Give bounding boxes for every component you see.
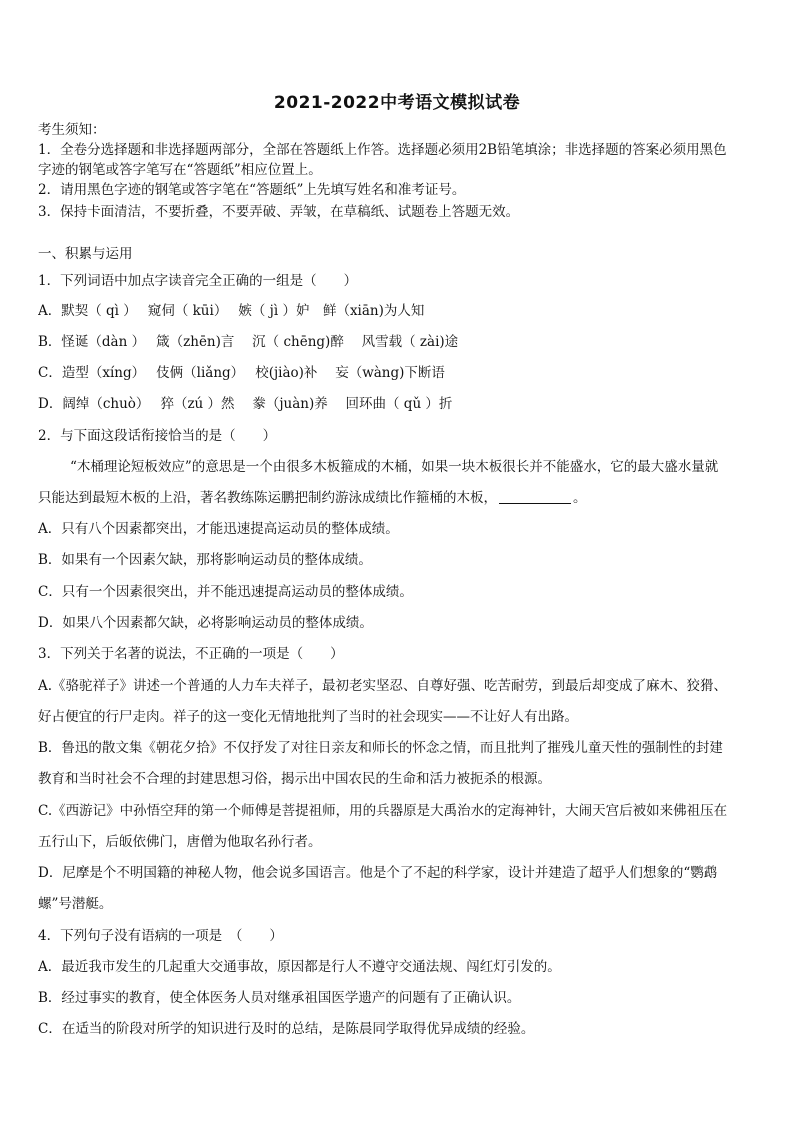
- question-stem: 1．下列词语中加点字读音完全正确的一组是（ ）: [38, 273, 358, 289]
- notice-line: 字迹的钢笔或答字笔写在“答题纸”相应位置上。: [38, 162, 322, 178]
- option-line: A．最近我市发生的几起重大交通事故，原因都是行人不遵守交通法规、闯红灯引发的。: [38, 959, 561, 975]
- option-line: D．尼摩是个不明国籍的神秘人物，他会说多国语言。他是个了不起的科学家，设计并建造了超乎人们想象的“鹦鹉: [38, 865, 718, 881]
- option-line: 教育和当时社会不合理的封建思想习俗，揭示出中国农民的生命和活力被扼杀的根源。: [38, 771, 551, 787]
- passage-line: “木桶理论短板效应”的意思是一个由很多木板箍成的木桶，如果一块木板很长并不能盛水，它的最大盛水量就: [70, 459, 719, 475]
- passage-line: [38, 489, 760, 507]
- option-line: C．在适当的阶段对所学的知识进行及时的总结，是陈晨同学取得优异成绩的经验。: [38, 1021, 535, 1037]
- passage-text: 只能达到最短木板的上沿，著名教练陈运鹏把制约游泳成绩比作箍桶的木板，: [38, 490, 497, 506]
- section-heading: 一、积累与运用: [38, 246, 133, 262]
- option-line: 五行山下，后皈依佛门，唐僧为他取名孙行者。: [38, 834, 322, 850]
- answer-blank: [499, 489, 571, 504]
- option-line: D．如果八个因素都欠缺，必将影响运动员的整体成绩。: [38, 615, 373, 631]
- notice-line: 1．全卷分选择题和非选择题两部分，全部在答题纸上作答。选择题必须用2B铅笔填涂；非选择题的答案必须用黑色: [38, 142, 727, 158]
- question-stem: 2．与下面这段话衔接恰当的是（ ）: [38, 428, 277, 444]
- option-line: A.《骆驼祥子》讲述一个普通的人力车夫祥子，最初老实坚忍、自尊好强、吃苦耐劳，到最后却变成了麻木、狡猾、: [38, 678, 728, 694]
- notice-line: 2．请用黑色字迹的钢笔或答字笔在“答题纸”上先填写姓名和准考证号。: [38, 182, 466, 198]
- option-line: C．造型（xíng） 伎俩（liǎng） 校(jiào)补 妄（wàng)下断语: [38, 365, 445, 381]
- option-line: 螺”号潜艇。: [38, 896, 113, 912]
- option-line: A．默契（ qì ） 窥伺（ kūi） 嫉（ jì ）妒 鲜（xiān)为人知: [38, 303, 425, 319]
- option-line: C．只有一个因素很突出，并不能迅速提高运动员的整体成绩。: [38, 584, 413, 600]
- option-line: 好占便宜的行尸走肉。祥子的这一变化无情地批判了当时的社会现实——不让好人有出路。: [38, 709, 578, 725]
- option-line: A．只有八个因素都突出，才能迅速提高运动员的整体成绩。: [38, 521, 399, 537]
- option-line: B．经过事实的教育，使全体医务人员对继承祖国医学遗产的问题有了正确认识。: [38, 990, 521, 1006]
- notice-line: 3．保持卡面清洁，不要折叠，不要弄破、弄皱，在草稿纸、试题卷上答题无效。: [38, 204, 520, 220]
- option-line: D．阔绰（chuò） 猝（zú ）然 豢（juàn)养 回环曲（ qǔ ）折: [38, 396, 453, 412]
- question-stem: 3．下列关于名著的说法，不正确的一项是（ ）: [38, 646, 344, 662]
- option-line: B．鲁迅的散文集《朝花夕拾》不仅抒发了对往日亲友和师长的怀念之情，而且批判了摧残儿童天性的强制性的封建: [38, 740, 723, 756]
- passage-end: 。: [573, 490, 587, 506]
- option-line: C.《西游记》中孙悟空拜的第一个师傅是菩提祖师，用的兵器原是大禹治水的定海神针，大闹天宫后被如来佛祖压在: [38, 803, 728, 819]
- question-stem: 4．下列句子没有语病的一项是 （ ）: [38, 928, 283, 944]
- option-line: B．如果有一个因素欠缺，那将影响运动员的整体成绩。: [38, 552, 372, 568]
- option-line: B．怪诞（dàn ） 箴（zhēn)言 沉（ chēng)醉 风雪载（ zài)途: [38, 334, 459, 350]
- notice-heading: 考生须知：: [38, 122, 106, 138]
- page-title: 2021-2022中考语文模拟试卷: [273, 93, 521, 113]
